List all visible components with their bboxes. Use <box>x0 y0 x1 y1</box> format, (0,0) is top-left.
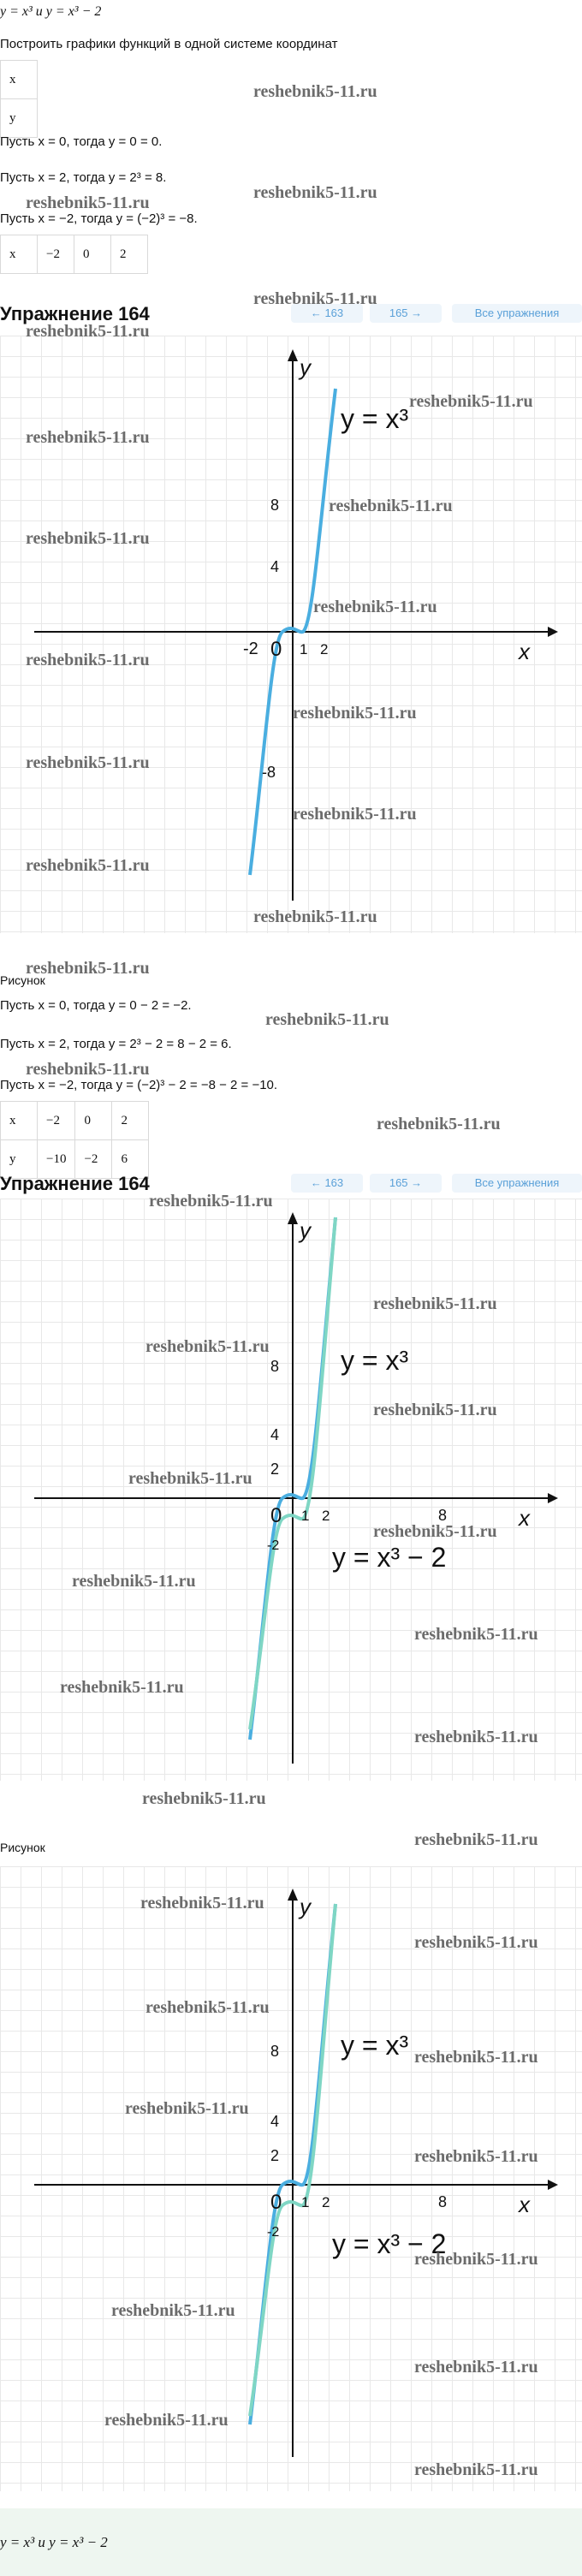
watermark: reshebnik5-11.ru <box>313 598 437 616</box>
tick-label-x: 8 <box>438 1507 448 1524</box>
watermark: reshebnik5-11.ru <box>293 805 417 824</box>
watermark: reshebnik5-11.ru <box>26 856 150 875</box>
watermark: reshebnik5-11.ru <box>104 2411 229 2430</box>
graph-both-2-svg <box>0 1866 582 2491</box>
values-table-empty <box>0 60 74 138</box>
y-axis-arrow <box>288 349 298 361</box>
watermark: reshebnik5-11.ru <box>26 1060 150 1079</box>
watermark: reshebnik5-11.ru <box>146 1337 270 1356</box>
curve-label: y = x³ − 2 <box>332 2228 447 2259</box>
curve-label: y = x³ <box>341 403 409 434</box>
table-cell: −2 <box>38 235 74 274</box>
watermark: reshebnik5-11.ru <box>293 704 417 723</box>
graph-both-2 <box>0 1866 582 2491</box>
watermark: reshebnik5-11.ru <box>414 1830 538 1849</box>
task-text: Построить графики функций в одной системе координат <box>0 37 338 51</box>
watermark: reshebnik5-11.ru <box>60 1678 184 1697</box>
watermark: reshebnik5-11.ru <box>140 1894 264 1913</box>
calc-line: Пусть x = 2, тогда y = 2³ − 2 = 8 − 2 = 6. <box>0 1037 232 1051</box>
figure-caption: Рисунок <box>0 1841 45 1854</box>
watermark: reshebnik5-11.ru <box>373 1522 497 1541</box>
tick-label-y: -2 <box>267 2225 280 2240</box>
x-axis-arrow <box>548 2180 558 2190</box>
watermark: reshebnik5-11.ru <box>265 1010 389 1029</box>
table-cell: 0 <box>75 1102 112 1140</box>
graph-cube-svg <box>0 336 582 933</box>
watermark: reshebnik5-11.ru <box>414 2460 538 2479</box>
tick-label-x: 2 <box>322 1508 330 1524</box>
calc-line: Пусть x = 0, тогда y = 0 − 2 = −2. <box>0 998 192 1013</box>
next-exercise-button[interactable]: 165 → <box>370 304 442 323</box>
tick-label-x: 2 <box>322 2194 330 2210</box>
watermark: reshebnik5-11.ru <box>329 497 453 515</box>
axis-label-y: y <box>300 1217 311 1243</box>
table-cell: −2 <box>75 1140 112 1179</box>
tick-label-y: -8 <box>262 764 276 781</box>
tick-label-y: 2 <box>270 1461 280 1478</box>
table-cell: y <box>1 99 38 138</box>
curve-label: y = x³ − 2 <box>332 1542 447 1573</box>
next-exercise-button[interactable]: 165 → <box>370 1174 442 1193</box>
calc-line: Пусть x = −2, тогда y = (−2)³ − 2 = −8 − 2 = −10. <box>0 1078 278 1092</box>
table-cell: x <box>1 235 38 274</box>
axis-label-y: y <box>300 1894 311 1919</box>
table-cell: 2 <box>112 1102 149 1140</box>
header-formula: y = x³ и y = x³ − 2 <box>0 4 102 19</box>
tick-label-y: 8 <box>270 1358 280 1375</box>
footer-formula: y = x³ и y = x³ − 2 <box>0 2534 108 2550</box>
tick-label-x: 1 <box>300 641 308 657</box>
tick-label-y: 4 <box>270 558 280 575</box>
tick-label-x: 2 <box>320 641 329 657</box>
axis-label-y: y <box>300 354 311 380</box>
curve-label: y = x³ <box>341 2030 409 2061</box>
watermark: reshebnik5-11.ru <box>414 1625 538 1644</box>
tick-label-x: 0 <box>270 1504 282 1527</box>
axis-label-x: x <box>519 2192 530 2217</box>
x-axis-arrow <box>548 1493 558 1503</box>
watermark: reshebnik5-11.ru <box>414 2250 538 2269</box>
watermark: reshebnik5-11.ru <box>253 907 377 926</box>
watermark: reshebnik5-11.ru <box>26 753 150 772</box>
values-table-1 <box>0 235 148 274</box>
values-table-2 <box>0 1101 149 1179</box>
tick-label-x: 8 <box>438 2193 448 2210</box>
all-exercises-button[interactable]: Все упражнения <box>452 1174 582 1193</box>
watermark: reshebnik5-11.ru <box>125 2099 249 2118</box>
watermark: reshebnik5-11.ru <box>253 183 377 202</box>
y-axis-arrow <box>288 1212 298 1224</box>
watermark: reshebnik5-11.ru <box>26 529 150 548</box>
watermark: reshebnik5-11.ru <box>414 1728 538 1746</box>
watermark: reshebnik5-11.ru <box>373 1401 497 1419</box>
prev-exercise-button[interactable]: ← 163 <box>291 1174 363 1193</box>
exercise-title: Упражнение 164 <box>0 1173 150 1194</box>
prev-exercise-button[interactable]: ← 163 <box>291 304 363 323</box>
tick-label-x: 1 <box>301 2194 310 2210</box>
table-cell: 0 <box>74 235 111 274</box>
table-cell: 2 <box>111 235 148 274</box>
tick-label-x: 1 <box>301 1508 310 1524</box>
watermark: reshebnik5-11.ru <box>111 2301 235 2320</box>
watermark: reshebnik5-11.ru <box>26 193 150 212</box>
tick-label-y: -2 <box>267 1538 280 1553</box>
tick-label-y: 8 <box>270 497 280 514</box>
calc-line: Пусть x = 2, тогда y = 2³ = 8. <box>0 170 167 185</box>
watermark: reshebnik5-11.ru <box>414 2048 538 2067</box>
watermark: reshebnik5-11.ru <box>414 2147 538 2166</box>
watermark: reshebnik5-11.ru <box>414 1933 538 1952</box>
table-cell: x <box>1 1102 38 1140</box>
watermark: reshebnik5-11.ru <box>26 959 150 978</box>
tick-label-x: 0 <box>270 638 282 661</box>
watermark: reshebnik5-11.ru <box>128 1469 252 1488</box>
table-cell: −10 <box>38 1140 75 1179</box>
y-axis-arrow <box>288 1889 298 1901</box>
watermark: reshebnik5-11.ru <box>253 289 377 308</box>
tick-label-y: 8 <box>270 2043 280 2060</box>
x-axis-arrow <box>548 627 558 637</box>
table-cell: x <box>1 61 38 99</box>
watermark: reshebnik5-11.ru <box>373 1294 497 1313</box>
table-cell: y <box>1 1140 38 1179</box>
watermark: reshebnik5-11.ru <box>26 428 150 447</box>
watermark: reshebnik5-11.ru <box>72 1572 196 1591</box>
graph-cube <box>0 336 582 933</box>
watermark: reshebnik5-11.ru <box>409 392 533 411</box>
watermark: reshebnik5-11.ru <box>26 322 150 341</box>
watermark: reshebnik5-11.ru <box>146 1998 270 2017</box>
curve-label: y = x³ <box>341 1345 409 1376</box>
tick-label-x: 0 <box>270 2191 282 2214</box>
watermark: reshebnik5-11.ru <box>377 1115 501 1133</box>
tick-label-x: -2 <box>243 640 258 658</box>
tick-label-y: 2 <box>270 2147 280 2164</box>
axis-label-x: x <box>519 639 530 664</box>
axis-label-x: x <box>519 1505 530 1531</box>
watermark: reshebnik5-11.ru <box>253 82 377 101</box>
watermark: reshebnik5-11.ru <box>414 2358 538 2377</box>
watermark: reshebnik5-11.ru <box>149 1192 273 1211</box>
tick-label-y: 4 <box>270 1426 280 1443</box>
exercise-title: Упражнение 164 <box>0 303 150 324</box>
calc-line: Пусть x = −2, тогда y = (−2)³ = −8. <box>0 211 198 226</box>
table-cell: −2 <box>38 1102 75 1140</box>
watermark: reshebnik5-11.ru <box>142 1789 266 1808</box>
table-cell: 6 <box>112 1140 149 1179</box>
tick-label-y: 4 <box>270 2113 280 2130</box>
watermark: reshebnik5-11.ru <box>26 651 150 669</box>
calc-line: Пусть x = 0, тогда y = 0 = 0. <box>0 134 163 149</box>
all-exercises-button[interactable]: Все упражнения <box>452 304 582 323</box>
figure-caption: Рисунок <box>0 973 45 987</box>
